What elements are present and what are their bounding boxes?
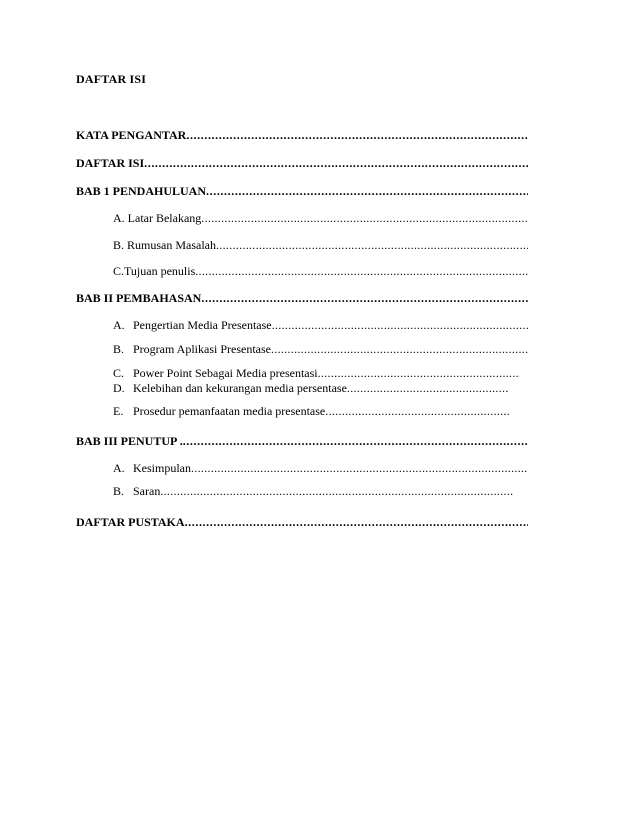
- dot-leader: [272, 318, 528, 333]
- dot-leader: [271, 342, 528, 357]
- toc-label: Kesimpulan: [133, 461, 191, 475]
- toc-entry-bab-2-e: [113, 404, 511, 420]
- toc-label: Program Aplikasi Presentase: [133, 342, 271, 356]
- toc-entry-bab-1-c: [113, 264, 528, 280]
- toc-label: DAFTAR PUSTAKA: [76, 515, 185, 529]
- dot-leader: [347, 381, 509, 396]
- dot-leader: [160, 484, 513, 499]
- item-number: B.: [113, 484, 125, 498]
- dot-leader: [216, 238, 528, 253]
- toc-entry-bab-2: [76, 291, 528, 307]
- toc-label: C.Tujuan penulis: [113, 264, 196, 278]
- toc-label: BAB II PEMBAHASAN: [76, 291, 202, 305]
- toc-label: KATA PENGANTAR: [76, 128, 187, 142]
- toc-label: B. Rumusan Masalah: [113, 238, 216, 252]
- dot-leader: [325, 404, 511, 419]
- toc-entry-bab-2-b: [113, 342, 528, 358]
- dot-leader: [144, 156, 528, 171]
- toc-entry-daftar-pustaka: [76, 515, 528, 531]
- item-number: A.: [113, 318, 125, 332]
- toc-entry-bab-3-b: [113, 484, 513, 500]
- dot-leader: [318, 366, 520, 381]
- item-number: D.: [113, 381, 125, 395]
- toc-entry-bab-2-a: [113, 318, 528, 334]
- toc-entry-kata-pengantar: [76, 128, 528, 144]
- item-number: B.: [113, 342, 125, 356]
- toc-label: BAB III PENUTUP .: [76, 434, 183, 448]
- toc-entry-bab-3-a: [113, 461, 528, 477]
- toc-label: A. Latar Belakang: [113, 211, 202, 225]
- dot-leader: [185, 515, 528, 530]
- dot-leader: [195, 264, 528, 279]
- item-number: E.: [113, 404, 124, 418]
- toc-entry-bab-1-a: [113, 211, 528, 227]
- toc-label: Saran: [133, 484, 161, 498]
- toc-label: Pengertian Media Presentase: [133, 318, 272, 332]
- dot-leader: [191, 461, 528, 476]
- toc-entry-bab-1-b: [113, 238, 528, 254]
- toc-label: BAB 1 PENDAHULUAN: [76, 184, 207, 198]
- toc-label: Kelebihan dan kekurangan media persentase: [133, 381, 347, 395]
- dot-leader: [201, 211, 528, 226]
- toc-entry-daftar-isi: [76, 156, 528, 172]
- dot-leader: [183, 434, 528, 449]
- toc-entry-bab-1: [76, 184, 528, 200]
- dot-leader: [206, 184, 528, 199]
- toc-entry-bab-2-d: [113, 381, 509, 397]
- page-title: DAFTAR ISI: [76, 72, 147, 86]
- toc-label: DAFTAR ISI: [76, 156, 145, 170]
- toc-entry-bab-3: [76, 434, 528, 450]
- item-number: C.: [113, 366, 125, 380]
- toc-label: Prosedur pemanfaatan media presentase: [133, 404, 326, 418]
- dot-leader: [186, 128, 528, 143]
- dot-leader: [201, 291, 528, 306]
- item-number: A.: [113, 461, 125, 475]
- toc-entry-bab-2-c: [113, 366, 520, 382]
- toc-label: Power Point Sebagai Media presentasi: [133, 366, 318, 380]
